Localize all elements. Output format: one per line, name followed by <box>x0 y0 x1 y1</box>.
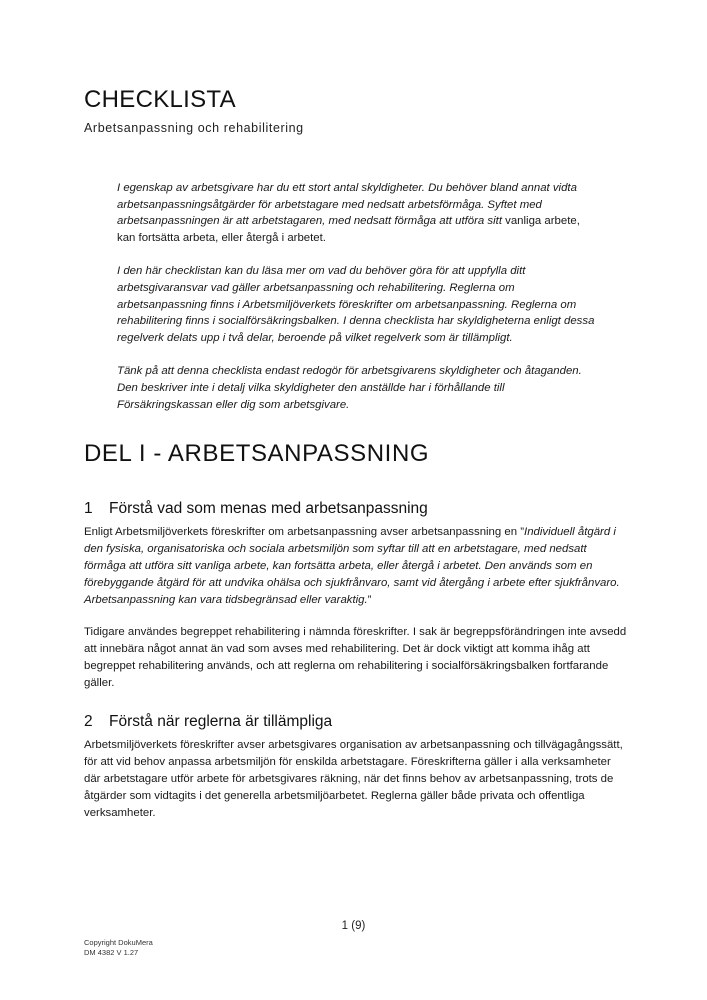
page-number: 1 (9) <box>341 920 366 932</box>
section-2-paragraph-1: Arbetsmiljöverkets föreskrifter avser arbetsgivares organisation av arbetsanpassning och tillvägagångssätt, för att vid behov anpassa arbetsmiljön för enskilda arbetstagare. Föreskrifterna gäller i alla verksamheter där arbetstagare utför arbete för arbetsgivares räkning, när det finns behov av arbetsanpassning, trots de åtgärder som vidtagits i det generella arbetsmiljöarbetet. Reglerna gäller både privata och offentliga verksamheter. <box>84 739 623 819</box>
section-1-paragraph-1 <box>84 524 629 609</box>
section-2-title: Förstå när reglerna är tillämpliga <box>109 713 333 730</box>
intro-paragraph-1-end: , kan fortsätta arbeta, eller återgå i arbetet. <box>117 215 580 245</box>
intro-paragraph-1-text: I egenskap av arbetsgivare har du ett stort antal skyldigheter. Du behöver bland annat vidta arbetsanpassningsåtgärder för arbetstagare med nedsatt arbetsförmåga. Syftet med arbetsanpassningen är att arbetstagaren, med nedsatt förmåga att utföra sitt <box>117 182 577 228</box>
section-1-quote: Individuell åtgärd i den fysiska, organisatoriska och sociala arbetsmiljön som syftar till att en arbetstagare, med nedsatt förmåga att utföra sitt vanliga arbete, kan fortsätta arbeta, eller återgå i arbetet. Den används som en förebyggande åtgärd för att undvika ohälsa och sjukfrånvaro, samt vid återgång i arbete efter sjukfrånvaro. Arbetsanpassning kan vara tidsbegränsad eller varaktig. <box>84 526 620 606</box>
part-heading: DEL I - ARBETSANPASSNING <box>84 440 430 467</box>
section-1-quote-close: ” <box>367 594 372 606</box>
intro-paragraph-1 <box>117 180 597 247</box>
intro-paragraph-3: Tänk på att denna checklista endast redogör för arbetsgivarens skyldigheter och åtaganden. Den beskriver inte i detalj vilka skyldigheter den anställde har i förhållande till Försäkringskassan eller dig som arbetsgivare. <box>117 365 582 411</box>
intro-paragraph-1-plain: vanliga arbete <box>505 215 577 228</box>
section-1-heading <box>84 500 629 518</box>
section-1-number: 1 <box>84 500 93 517</box>
intro-block <box>117 180 597 430</box>
section-1-paragraph-2: Tidigare användes begreppet rehabilitering i nämnda föreskrifter. I sak är begreppsförändringen inte avsedd att innebära något annat än vad som avses med rehabilitering. Det är dock viktigt att komma ihåg att begreppet rehabilitering används, och att reglerna om rehabilitering i socialförsäkringsbalken fortfarande gäller. <box>84 626 627 689</box>
section-1-title: Förstå vad som menas med arbetsanpassning <box>109 500 428 517</box>
section-2-heading <box>84 713 629 731</box>
section-2 <box>84 713 629 837</box>
footer-doc-id: DM 4382 V 1.27 <box>84 948 139 957</box>
footer <box>84 938 153 958</box>
intro-paragraph-2: I den här checklistan kan du läsa mer om vad du behöver göra för att uppfylla ditt arbetsgivaransvar vad gäller arbetsanpassning och rehabilitering. Reglerna om arbetsanpassning finns i Arbetsmiljöverkets föreskrifter om arbetsanpassning. Reglerna om rehabilitering finns i socialförsäkringsbalken. I denna checklista har skyldigheterna enligt dessa regelverk delats upp i två delar, beroende på vilket regelverk som är tillämpligt. <box>117 265 595 345</box>
document-subtitle: Arbetsanpassning och rehabilitering <box>84 121 304 135</box>
section-1-lead: Enligt Arbetsmiljöverkets föreskrifter om arbetsanpassning avser arbetsanpassning en ” <box>84 526 525 538</box>
footer-copyright: Copyright DokuMera <box>84 938 153 947</box>
document-title: CHECKLISTA <box>84 86 236 113</box>
section-1 <box>84 500 629 707</box>
section-2-number: 2 <box>84 713 93 730</box>
